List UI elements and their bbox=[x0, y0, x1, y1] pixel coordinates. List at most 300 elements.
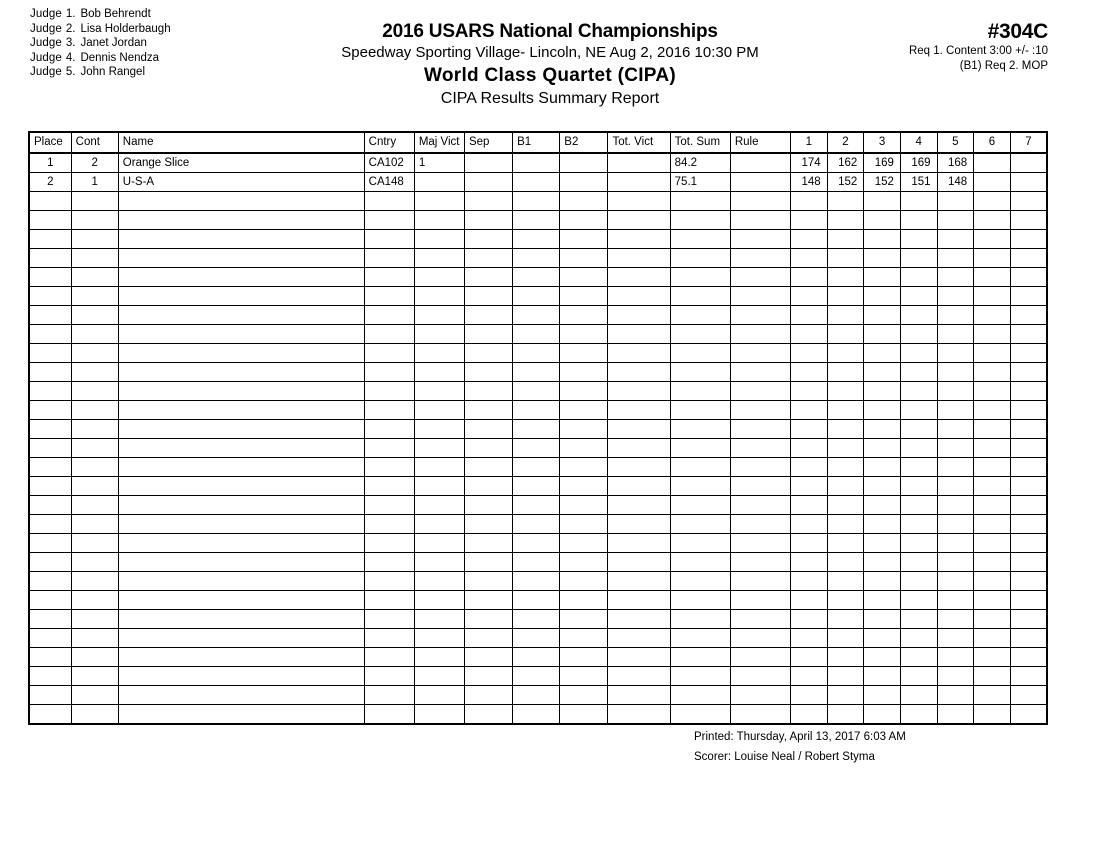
table-row-empty bbox=[29, 629, 1047, 648]
cell-empty bbox=[118, 458, 364, 477]
cell-empty bbox=[464, 211, 512, 230]
cell-empty bbox=[670, 572, 730, 591]
cell-name: Orange Slice bbox=[118, 153, 364, 173]
cell-empty bbox=[827, 230, 864, 249]
cell-empty bbox=[513, 667, 560, 686]
cell-empty bbox=[414, 344, 464, 363]
table-row-empty bbox=[29, 382, 1047, 401]
cell-empty bbox=[1010, 572, 1047, 591]
cell-empty bbox=[1010, 268, 1047, 287]
cell-empty bbox=[414, 439, 464, 458]
cell-empty bbox=[670, 458, 730, 477]
cell-rule bbox=[730, 173, 790, 192]
column-header-place: Place bbox=[29, 132, 71, 153]
cell-empty bbox=[513, 230, 560, 249]
cell-empty bbox=[827, 667, 864, 686]
cell-empty bbox=[71, 249, 118, 268]
cell-empty bbox=[670, 420, 730, 439]
cell-empty bbox=[864, 705, 901, 725]
cell-empty bbox=[118, 705, 364, 725]
cell-empty bbox=[730, 363, 790, 382]
cell-empty bbox=[29, 610, 71, 629]
cell-empty bbox=[791, 287, 828, 306]
cell-empty bbox=[464, 610, 512, 629]
cell-empty bbox=[670, 553, 730, 572]
cell-empty bbox=[464, 477, 512, 496]
cell-empty bbox=[937, 420, 974, 439]
cell-empty bbox=[464, 420, 512, 439]
judge-number: 2. bbox=[65, 22, 76, 35]
cell-empty bbox=[791, 382, 828, 401]
cell-empty bbox=[974, 382, 1011, 401]
cell-empty bbox=[1010, 382, 1047, 401]
cell-empty bbox=[900, 230, 937, 249]
cell-empty bbox=[464, 667, 512, 686]
cell-empty bbox=[71, 572, 118, 591]
cell-empty bbox=[791, 230, 828, 249]
cell-empty bbox=[730, 572, 790, 591]
cell-empty bbox=[71, 496, 118, 515]
cell-empty bbox=[974, 363, 1011, 382]
cell-empty bbox=[730, 496, 790, 515]
cell-empty bbox=[513, 686, 560, 705]
cell-empty bbox=[71, 705, 118, 725]
cell-empty bbox=[937, 591, 974, 610]
cell-empty bbox=[118, 553, 364, 572]
cell-judge-score-1: 148 bbox=[791, 173, 828, 192]
cell-empty bbox=[937, 268, 974, 287]
cell-empty bbox=[730, 458, 790, 477]
cell-empty bbox=[864, 591, 901, 610]
cell-empty bbox=[974, 287, 1011, 306]
cell-empty bbox=[118, 325, 364, 344]
cell-empty bbox=[937, 629, 974, 648]
cell-empty bbox=[864, 268, 901, 287]
cell-empty bbox=[974, 610, 1011, 629]
cell-empty bbox=[791, 458, 828, 477]
cell-empty bbox=[827, 363, 864, 382]
cell-cntry: CA148 bbox=[364, 173, 414, 192]
cell-empty bbox=[608, 477, 670, 496]
cell-empty bbox=[791, 306, 828, 325]
event-number: #304C bbox=[987, 20, 1048, 43]
cell-empty bbox=[730, 667, 790, 686]
cell-empty bbox=[513, 610, 560, 629]
cell-empty bbox=[730, 439, 790, 458]
table-row-empty bbox=[29, 420, 1047, 439]
cell-empty bbox=[827, 382, 864, 401]
table-row-empty bbox=[29, 344, 1047, 363]
cell-empty bbox=[730, 268, 790, 287]
cell-maj-vict bbox=[414, 173, 464, 192]
cell-empty bbox=[900, 610, 937, 629]
cell-empty bbox=[560, 648, 608, 667]
cell-empty bbox=[560, 192, 608, 211]
cell-empty bbox=[560, 629, 608, 648]
scorer-credit: Scorer: Louise Neal / Robert Styma bbox=[694, 751, 875, 763]
cell-empty bbox=[974, 534, 1011, 553]
event-requirement-2: (B1) Req 2. MOP bbox=[959, 59, 1048, 72]
column-header-sep: Sep bbox=[464, 132, 512, 153]
cell-empty bbox=[1010, 249, 1047, 268]
cell-empty bbox=[1010, 686, 1047, 705]
cell-empty bbox=[670, 667, 730, 686]
cell-empty bbox=[791, 515, 828, 534]
cell-empty bbox=[974, 496, 1011, 515]
cell-empty bbox=[364, 382, 414, 401]
table-row-empty bbox=[29, 325, 1047, 344]
cell-empty bbox=[29, 496, 71, 515]
cell-empty bbox=[560, 686, 608, 705]
cell-empty bbox=[791, 211, 828, 230]
cell-empty bbox=[414, 515, 464, 534]
cell-empty bbox=[513, 287, 560, 306]
cell-empty bbox=[71, 287, 118, 306]
cell-empty bbox=[864, 686, 901, 705]
cell-empty bbox=[827, 344, 864, 363]
cell-empty bbox=[937, 610, 974, 629]
cell-empty bbox=[937, 686, 974, 705]
cell-empty bbox=[71, 553, 118, 572]
cell-empty bbox=[827, 629, 864, 648]
judge-label: Judge bbox=[30, 66, 62, 79]
cell-empty bbox=[414, 363, 464, 382]
cell-empty bbox=[791, 591, 828, 610]
cell-empty bbox=[608, 344, 670, 363]
cell-empty bbox=[71, 344, 118, 363]
cell-empty bbox=[464, 363, 512, 382]
cell-empty bbox=[414, 496, 464, 515]
cell-empty bbox=[118, 211, 364, 230]
cell-empty bbox=[560, 477, 608, 496]
cell-empty bbox=[827, 268, 864, 287]
table-row-empty bbox=[29, 192, 1047, 211]
cell-empty bbox=[608, 458, 670, 477]
cell-empty bbox=[670, 192, 730, 211]
cell-empty bbox=[864, 211, 901, 230]
printed-timestamp: Printed: Thursday, April 13, 2017 6:03 AM bbox=[694, 731, 906, 743]
cell-empty bbox=[670, 325, 730, 344]
cell-empty bbox=[29, 534, 71, 553]
cell-empty bbox=[730, 477, 790, 496]
cell-empty bbox=[414, 534, 464, 553]
column-header-cont: Cont bbox=[71, 132, 118, 153]
cell-empty bbox=[414, 401, 464, 420]
cell-empty bbox=[464, 534, 512, 553]
cell-empty bbox=[1010, 192, 1047, 211]
cell-empty bbox=[791, 648, 828, 667]
cell-judge-score-6 bbox=[974, 153, 1011, 173]
cell-empty bbox=[1010, 667, 1047, 686]
cell-empty bbox=[791, 325, 828, 344]
cell-empty bbox=[513, 496, 560, 515]
cell-empty bbox=[29, 420, 71, 439]
cell-empty bbox=[670, 249, 730, 268]
table-row-empty bbox=[29, 610, 1047, 629]
cell-empty bbox=[414, 553, 464, 572]
cell-empty bbox=[29, 230, 71, 249]
table-header bbox=[29, 132, 1047, 153]
cell-empty bbox=[414, 325, 464, 344]
cell-empty bbox=[414, 629, 464, 648]
cell-empty bbox=[730, 249, 790, 268]
cell-empty bbox=[864, 306, 901, 325]
cell-judge-score-2: 152 bbox=[827, 173, 864, 192]
table-row-empty bbox=[29, 553, 1047, 572]
cell-empty bbox=[560, 344, 608, 363]
cell-empty bbox=[29, 591, 71, 610]
cell-empty bbox=[1010, 211, 1047, 230]
cell-empty bbox=[608, 439, 670, 458]
cell-empty bbox=[29, 667, 71, 686]
cell-empty bbox=[827, 648, 864, 667]
cell-empty bbox=[29, 268, 71, 287]
cell-empty bbox=[29, 686, 71, 705]
cell-empty bbox=[118, 648, 364, 667]
cell-empty bbox=[937, 401, 974, 420]
cell-empty bbox=[864, 287, 901, 306]
cell-empty bbox=[118, 667, 364, 686]
cell-empty bbox=[791, 477, 828, 496]
cell-empty bbox=[670, 306, 730, 325]
cell-judge-score-4: 151 bbox=[900, 173, 937, 192]
cell-empty bbox=[730, 705, 790, 725]
cell-empty bbox=[608, 268, 670, 287]
cell-empty bbox=[71, 306, 118, 325]
cell-empty bbox=[118, 610, 364, 629]
cell-empty bbox=[900, 211, 937, 230]
cell-empty bbox=[364, 648, 414, 667]
cell-empty bbox=[1010, 648, 1047, 667]
cell-empty bbox=[827, 610, 864, 629]
cell-empty bbox=[900, 306, 937, 325]
cell-empty bbox=[118, 515, 364, 534]
cell-empty bbox=[608, 553, 670, 572]
cell-empty bbox=[364, 439, 414, 458]
cell-empty bbox=[464, 572, 512, 591]
cell-empty bbox=[1010, 401, 1047, 420]
cell-empty bbox=[730, 515, 790, 534]
cell-empty bbox=[670, 496, 730, 515]
cell-empty bbox=[1010, 477, 1047, 496]
cell-empty bbox=[464, 686, 512, 705]
cell-empty bbox=[864, 439, 901, 458]
cell-empty bbox=[513, 458, 560, 477]
cell-empty bbox=[118, 230, 364, 249]
cell-empty bbox=[118, 249, 364, 268]
cell-empty bbox=[608, 610, 670, 629]
table-row-empty bbox=[29, 534, 1047, 553]
cell-empty bbox=[513, 534, 560, 553]
cell-empty bbox=[513, 515, 560, 534]
cell-judge-score-3: 152 bbox=[864, 173, 901, 192]
cell-empty bbox=[827, 420, 864, 439]
cell-empty bbox=[29, 629, 71, 648]
cell-empty bbox=[513, 705, 560, 725]
cell-empty bbox=[1010, 629, 1047, 648]
cell-empty bbox=[937, 382, 974, 401]
cell-empty bbox=[364, 477, 414, 496]
cell-empty bbox=[513, 363, 560, 382]
cell-empty bbox=[608, 230, 670, 249]
cell-empty bbox=[900, 534, 937, 553]
judge-label: Judge bbox=[30, 8, 62, 20]
cell-empty bbox=[864, 458, 901, 477]
cell-empty bbox=[71, 477, 118, 496]
cell-empty bbox=[900, 667, 937, 686]
cell-empty bbox=[464, 192, 512, 211]
cell-empty bbox=[513, 629, 560, 648]
cell-empty bbox=[560, 363, 608, 382]
cell-empty bbox=[791, 344, 828, 363]
cell-empty bbox=[900, 363, 937, 382]
cell-empty bbox=[937, 667, 974, 686]
cell-empty bbox=[900, 477, 937, 496]
cell-empty bbox=[71, 591, 118, 610]
cell-judge-score-7 bbox=[1010, 153, 1047, 173]
cell-tot-vict bbox=[608, 173, 670, 192]
cell-empty bbox=[670, 591, 730, 610]
cell-empty bbox=[464, 382, 512, 401]
cell-empty bbox=[974, 344, 1011, 363]
cell-empty bbox=[71, 686, 118, 705]
cell-empty bbox=[513, 439, 560, 458]
cell-empty bbox=[118, 344, 364, 363]
cell-empty bbox=[71, 268, 118, 287]
cell-empty bbox=[937, 553, 974, 572]
cell-empty bbox=[29, 382, 71, 401]
cell-empty bbox=[1010, 610, 1047, 629]
cell-empty bbox=[937, 534, 974, 553]
cell-empty bbox=[1010, 306, 1047, 325]
cell-empty bbox=[364, 306, 414, 325]
cell-empty bbox=[937, 287, 974, 306]
cell-empty bbox=[608, 648, 670, 667]
cell-empty bbox=[464, 629, 512, 648]
table-row-empty bbox=[29, 249, 1047, 268]
cell-empty bbox=[864, 230, 901, 249]
cell-empty bbox=[608, 591, 670, 610]
cell-empty bbox=[900, 458, 937, 477]
column-header-2: 2 bbox=[827, 132, 864, 153]
cell-empty bbox=[864, 344, 901, 363]
cell-empty bbox=[29, 192, 71, 211]
cell-empty bbox=[464, 458, 512, 477]
column-header-rule: Rule bbox=[730, 132, 790, 153]
table-row-empty bbox=[29, 439, 1047, 458]
cell-cntry: CA102 bbox=[364, 153, 414, 173]
cell-empty bbox=[364, 363, 414, 382]
cell-empty bbox=[974, 553, 1011, 572]
cell-empty bbox=[827, 249, 864, 268]
judge-number: 4. bbox=[65, 51, 76, 64]
cell-empty bbox=[791, 667, 828, 686]
cell-empty bbox=[560, 667, 608, 686]
cell-empty bbox=[937, 306, 974, 325]
cell-empty bbox=[29, 648, 71, 667]
cell-empty bbox=[864, 192, 901, 211]
cell-empty bbox=[118, 496, 364, 515]
cell-empty bbox=[670, 344, 730, 363]
cell-empty bbox=[118, 534, 364, 553]
event-requirement-1: Req 1. Content 3:00 +/- :10 bbox=[908, 45, 1048, 57]
cell-empty bbox=[670, 287, 730, 306]
column-header-b1: B1 bbox=[513, 132, 560, 153]
cell-empty bbox=[900, 287, 937, 306]
cell-name: U-S-A bbox=[118, 173, 364, 192]
cell-empty bbox=[791, 439, 828, 458]
cell-empty bbox=[29, 363, 71, 382]
cell-empty bbox=[864, 667, 901, 686]
cell-empty bbox=[560, 382, 608, 401]
cell-empty bbox=[71, 610, 118, 629]
table-row bbox=[29, 173, 1047, 192]
cell-empty bbox=[608, 686, 670, 705]
cell-empty bbox=[364, 268, 414, 287]
column-header-tot-vict: Tot. Vict bbox=[608, 132, 670, 153]
cell-empty bbox=[791, 496, 828, 515]
cell-empty bbox=[864, 572, 901, 591]
cell-empty bbox=[670, 363, 730, 382]
cell-empty bbox=[900, 192, 937, 211]
cell-empty bbox=[560, 591, 608, 610]
cell-empty bbox=[608, 287, 670, 306]
cell-sep bbox=[464, 153, 512, 173]
cell-empty bbox=[118, 629, 364, 648]
cell-maj-vict: 1 bbox=[414, 153, 464, 173]
cell-empty bbox=[464, 268, 512, 287]
cell-empty bbox=[864, 477, 901, 496]
cell-empty bbox=[29, 325, 71, 344]
cell-sep bbox=[464, 173, 512, 192]
table-row-empty bbox=[29, 515, 1047, 534]
event-info-block bbox=[909, 20, 1048, 73]
cell-empty bbox=[937, 325, 974, 344]
cell-empty bbox=[71, 458, 118, 477]
cell-empty bbox=[464, 306, 512, 325]
cell-empty bbox=[730, 211, 790, 230]
cell-empty bbox=[864, 420, 901, 439]
cell-empty bbox=[464, 230, 512, 249]
cell-empty bbox=[670, 629, 730, 648]
table-row-empty bbox=[29, 401, 1047, 420]
table-row-empty bbox=[29, 648, 1047, 667]
cell-tot-sum: 84.2 bbox=[670, 153, 730, 173]
cell-empty bbox=[900, 686, 937, 705]
cell-empty bbox=[937, 477, 974, 496]
cell-empty bbox=[937, 705, 974, 725]
cell-empty bbox=[864, 496, 901, 515]
cell-empty bbox=[464, 515, 512, 534]
cell-empty bbox=[974, 325, 1011, 344]
cell-empty bbox=[71, 382, 118, 401]
cell-empty bbox=[974, 515, 1011, 534]
cell-empty bbox=[791, 553, 828, 572]
cell-empty bbox=[608, 306, 670, 325]
cell-empty bbox=[560, 249, 608, 268]
cell-empty bbox=[1010, 230, 1047, 249]
cell-empty bbox=[513, 420, 560, 439]
cell-empty bbox=[730, 610, 790, 629]
cell-empty bbox=[974, 439, 1011, 458]
column-header-1: 1 bbox=[791, 132, 828, 153]
cell-empty bbox=[71, 401, 118, 420]
cell-empty bbox=[414, 477, 464, 496]
cell-empty bbox=[791, 534, 828, 553]
table-row-empty bbox=[29, 211, 1047, 230]
cell-place: 2 bbox=[29, 173, 71, 192]
cell-empty bbox=[974, 705, 1011, 725]
